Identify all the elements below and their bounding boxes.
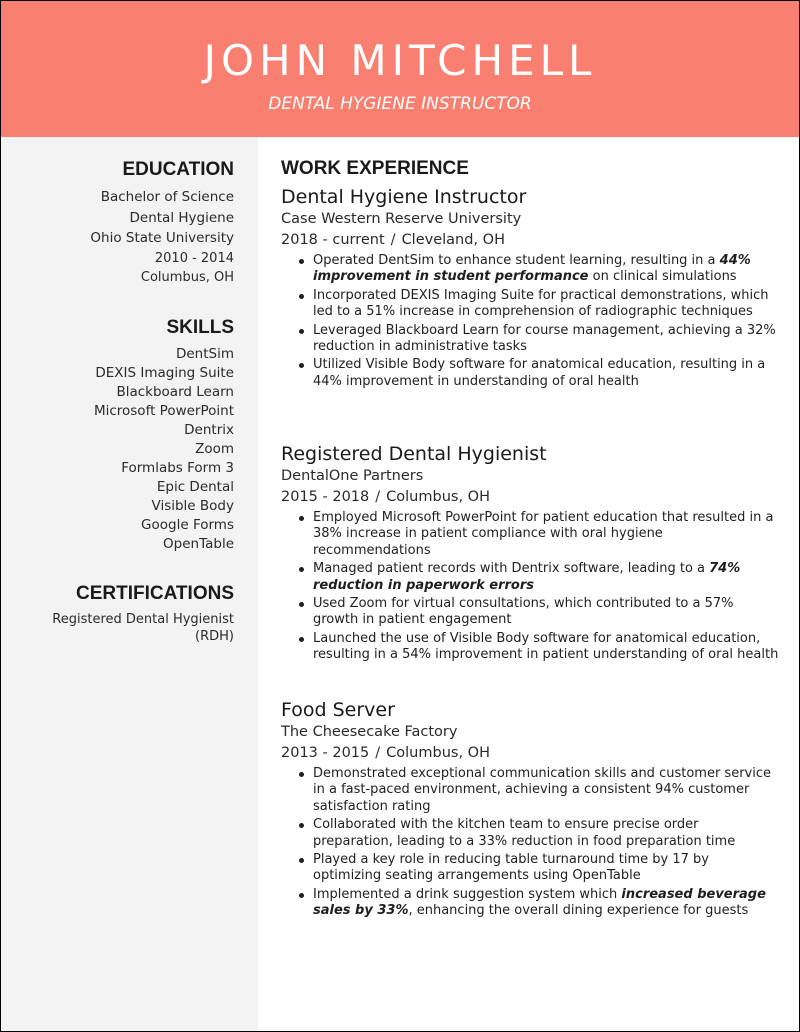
- job-company: The Cheesecake Factory: [281, 724, 458, 740]
- education-location: Columbus, OH: [140, 269, 234, 285]
- job-title: Food Server: [281, 699, 395, 721]
- job-title: Dental Hygiene Instructor: [281, 186, 527, 208]
- bullet-item: Launched the use of Visible Body software for anatomical education, resulting in a 54% improvement in patient understanding of oral health: [281, 631, 781, 664]
- skill-item: Zoom: [195, 441, 234, 457]
- education-years: 2010 - 2014: [154, 250, 234, 266]
- job-separator: /: [375, 489, 381, 505]
- bullet-item: Managed patient records with Dentrix software, leading to a 74% reduction in paperwork errors: [281, 561, 781, 594]
- sidebar: [1, 137, 258, 1032]
- resume-header: [1, 1, 799, 137]
- job-meta: [281, 743, 781, 764]
- skill-item: Formlabs Form 3: [121, 460, 234, 476]
- job-dates: 2013 - 2015: [281, 745, 370, 761]
- education-section: [14, 159, 234, 287]
- bullet-item: Operated DentSim to enhance student learning, resulting in a 44% improvement in student performance on clinical simulations: [281, 253, 781, 286]
- skills-section: [14, 317, 234, 554]
- bullet-item: Used Zoom for virtual consultations, which contributed to a 57% growth in patient engagement: [281, 596, 781, 629]
- education-heading: EDUCATION: [122, 159, 234, 180]
- job-entry: [281, 185, 781, 392]
- bullet-item: Collaborated with the kitchen team to ensure precise order preparation, leading to a 33% reduction in food preparation time: [281, 817, 781, 850]
- bullet-item: Incorporated DEXIS Imaging Suite for practical demonstrations, which led to a 51% increase in comprehension of radiographic techniques: [281, 288, 781, 321]
- job-location: Columbus, OH: [386, 745, 490, 761]
- education-school: Ohio State University: [90, 230, 234, 246]
- job-dates: 2015 - 2018: [281, 489, 370, 505]
- certification-abbrev: (RDH): [195, 629, 234, 644]
- skill-item: OpenTable: [163, 536, 234, 552]
- certifications-section: [14, 583, 234, 645]
- bullet-item: Played a key role in reducing table turnaround time by 17 by optimizing seating arrangements using OpenTable: [281, 852, 781, 885]
- skill-item: Microsoft PowerPoint: [93, 403, 234, 419]
- candidate-name: JOHN MITCHELL: [203, 36, 597, 85]
- work-experience-heading: WORK EXPERIENCE: [281, 158, 469, 179]
- skills-list: [14, 345, 234, 554]
- job-meta: [281, 230, 781, 251]
- skill-item: Blackboard Learn: [116, 384, 234, 400]
- skill-item: Google Forms: [141, 517, 234, 533]
- job-dates: 2018 - current: [281, 232, 385, 248]
- skills-heading: SKILLS: [166, 317, 234, 338]
- job-bullets: [281, 253, 781, 390]
- candidate-title: DENTAL HYGIENE INSTRUCTOR: [268, 94, 532, 114]
- skill-item: Dentrix: [184, 422, 234, 438]
- job-separator: /: [375, 745, 381, 761]
- skill-item: Epic Dental: [156, 479, 234, 495]
- certification-name: Registered Dental Hygienist: [52, 612, 234, 627]
- job-meta: [281, 487, 781, 508]
- bullet-item: Implemented a drink suggestion system which increased beverage sales by 33%, enhancing the overall dining experience for guests: [281, 887, 781, 920]
- job-bullets: [281, 766, 781, 920]
- job-company: DentalOne Partners: [281, 468, 424, 484]
- skill-item: Visible Body: [151, 498, 234, 514]
- bullet-item: Leveraged Blackboard Learn for course management, achieving a 32% reduction in administrative tasks: [281, 323, 781, 356]
- bullet-item: Demonstrated exceptional communication skills and customer service in a fast-paced environment, achieving a consistent 94% customer satisfaction rating: [281, 766, 781, 815]
- job-entry: [281, 442, 781, 666]
- skill-item: DentSim: [175, 346, 234, 362]
- bullet-item: Employed Microsoft PowerPoint for patient education that resulted in a 38% increase in patient compliance with oral hygiene recommendations: [281, 510, 781, 559]
- job-entry: [281, 698, 781, 922]
- education-field: Dental Hygiene: [129, 209, 234, 226]
- job-company: Case Western Reserve University: [281, 211, 522, 227]
- job-title: Registered Dental Hygienist: [281, 443, 547, 465]
- education-degree: Bachelor of Science: [100, 189, 234, 205]
- job-location: Cleveland, OH: [401, 232, 505, 248]
- bullet-item: Utilized Visible Body software for anatomical education, resulting in a 44% improvement in understanding of oral health: [281, 357, 781, 390]
- job-separator: /: [390, 232, 396, 248]
- job-location: Columbus, OH: [386, 489, 490, 505]
- job-bullets: [281, 510, 781, 664]
- certifications-heading: CERTIFICATIONS: [76, 583, 234, 604]
- skill-item: DEXIS Imaging Suite: [95, 365, 234, 381]
